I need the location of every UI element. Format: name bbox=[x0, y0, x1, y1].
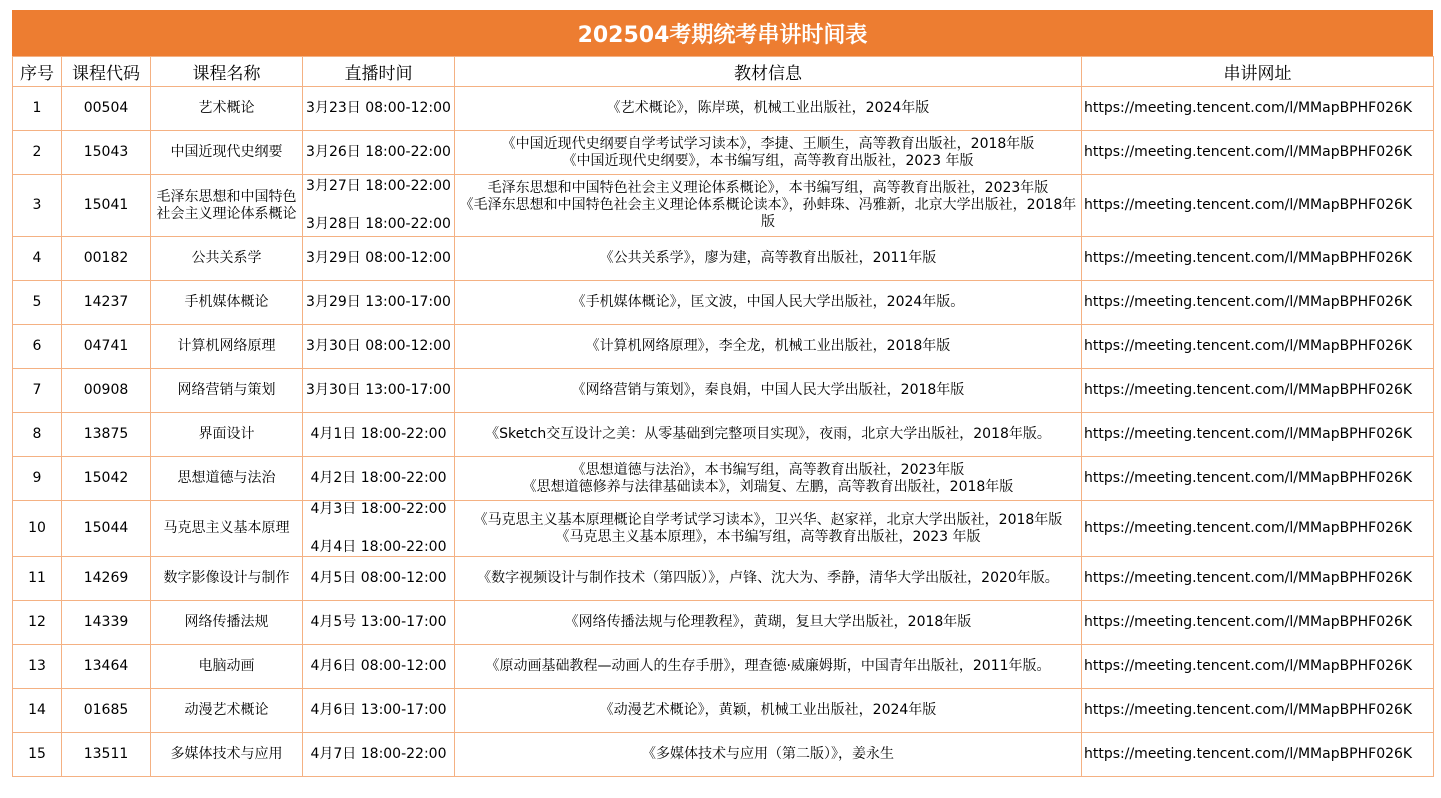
header-url: 串讲网址 bbox=[1082, 57, 1434, 87]
review-url-link[interactable]: https://meeting.tencent.com/l/MMapBPHF026K bbox=[1084, 746, 1413, 762]
live-time-slot: 4月1日 18:00-22:00 bbox=[310, 426, 447, 442]
review-url-cell bbox=[1082, 645, 1434, 689]
textbook-entry: 《数字视频设计与制作技术（第四版）》，卢锋、沈大为、季静，清华大学出版社，2020年版。 bbox=[477, 570, 1059, 586]
table-row bbox=[13, 325, 1434, 369]
review-url-cell bbox=[1082, 601, 1434, 645]
row-number: 13 bbox=[13, 645, 62, 689]
live-time bbox=[303, 369, 455, 413]
textbook-entry: 《中国近现代史纲要自学考试学习读本》，李捷、王顺生，高等教育出版社，2018年版 bbox=[501, 135, 1035, 152]
table-row bbox=[13, 413, 1434, 457]
sheet-title: 202504考期统考串讲时间表 bbox=[12, 10, 1433, 56]
review-url-link[interactable]: https://meeting.tencent.com/l/MMapBPHF026K bbox=[1084, 294, 1413, 310]
course-name: 公共关系学 bbox=[151, 237, 303, 281]
textbook-entry: 《原动画基础教程—动画人的生存手册》，理查德·威廉姆斯，中国青年出版社，2011年版。 bbox=[485, 658, 1051, 674]
course-name: 中国近现代史纲要 bbox=[151, 131, 303, 175]
table-row bbox=[13, 369, 1434, 413]
textbook-entry: 毛泽东思想和中国特色社会主义理论体系概论》，本书编写组，高等教育出版社，2023年版 bbox=[487, 180, 1049, 196]
textbook-info bbox=[455, 87, 1082, 131]
row-number: 14 bbox=[13, 689, 62, 733]
live-time bbox=[303, 281, 455, 325]
textbook-info bbox=[455, 689, 1082, 733]
course-name: 马克思主义基本原理 bbox=[151, 501, 303, 557]
row-number: 3 bbox=[13, 175, 62, 237]
textbook-info bbox=[455, 281, 1082, 325]
live-time bbox=[303, 237, 455, 281]
course-name: 界面设计 bbox=[151, 413, 303, 457]
live-time bbox=[303, 457, 455, 501]
header-code: 课程代码 bbox=[62, 57, 151, 87]
table-row bbox=[13, 501, 1434, 557]
live-time bbox=[303, 87, 455, 131]
review-url-cell bbox=[1082, 557, 1434, 601]
live-time bbox=[303, 733, 455, 777]
review-url-cell bbox=[1082, 325, 1434, 369]
course-code: 15042 bbox=[62, 457, 151, 501]
course-code: 13464 bbox=[62, 645, 151, 689]
table-row bbox=[13, 237, 1434, 281]
row-number: 15 bbox=[13, 733, 62, 777]
review-url-link[interactable]: https://meeting.tencent.com/l/MMapBPHF026K bbox=[1084, 382, 1413, 398]
review-url-cell bbox=[1082, 689, 1434, 733]
live-time bbox=[303, 175, 455, 237]
review-url-cell bbox=[1082, 413, 1434, 457]
course-code: 00182 bbox=[62, 237, 151, 281]
live-time-slot: 3月28日 18:00-22:00 bbox=[306, 216, 451, 232]
review-url-link[interactable]: https://meeting.tencent.com/l/MMapBPHF026K bbox=[1084, 338, 1413, 354]
textbook-info bbox=[455, 733, 1082, 777]
table-row bbox=[13, 131, 1434, 175]
review-url-cell bbox=[1082, 87, 1434, 131]
table-row bbox=[13, 733, 1434, 777]
review-url-cell bbox=[1082, 281, 1434, 325]
review-url-cell bbox=[1082, 175, 1434, 237]
textbook-info bbox=[455, 369, 1082, 413]
live-time bbox=[303, 645, 455, 689]
textbook-entry: 《网络传播法规与伦理教程》，黄瑚，复旦大学出版社，2018年版 bbox=[564, 614, 972, 630]
textbook-info bbox=[455, 131, 1082, 175]
course-name: 多媒体技术与应用 bbox=[151, 733, 303, 777]
textbook-entry: 《公共关系学》，廖为建，高等教育出版社，2011年版 bbox=[599, 250, 937, 266]
header-time: 直播时间 bbox=[303, 57, 455, 87]
row-number: 9 bbox=[13, 457, 62, 501]
course-name: 网络营销与策划 bbox=[151, 369, 303, 413]
textbook-entry: 《马克思主义基本原理》，本书编写组，高等教育出版社，2023 年版 bbox=[555, 528, 981, 545]
textbook-info bbox=[455, 237, 1082, 281]
live-time bbox=[303, 557, 455, 601]
textbook-info bbox=[455, 501, 1082, 557]
course-code: 15044 bbox=[62, 501, 151, 557]
course-name: 计算机网络原理 bbox=[151, 325, 303, 369]
course-name: 电脑动画 bbox=[151, 645, 303, 689]
review-url-cell bbox=[1082, 369, 1434, 413]
course-code: 00908 bbox=[62, 369, 151, 413]
schedule-sheet bbox=[12, 10, 1433, 777]
textbook-info bbox=[455, 175, 1082, 237]
textbook-info bbox=[455, 325, 1082, 369]
textbook-info bbox=[455, 601, 1082, 645]
row-number: 7 bbox=[13, 369, 62, 413]
textbook-entry: 《计算机网络原理》，李全龙，机械工业出版社，2018年版 bbox=[585, 338, 951, 354]
table-row bbox=[13, 601, 1434, 645]
textbook-info bbox=[455, 645, 1082, 689]
review-url-link[interactable]: https://meeting.tencent.com/l/MMapBPHF026K bbox=[1084, 570, 1413, 586]
row-number: 1 bbox=[13, 87, 62, 131]
textbook-entry: 《中国近现代史纲要》，本书编写组，高等教育出版社，2023 年版 bbox=[562, 152, 974, 169]
table-row bbox=[13, 645, 1434, 689]
review-url-link[interactable]: https://meeting.tencent.com/l/MMapBPHF026K bbox=[1084, 702, 1413, 718]
table-row bbox=[13, 281, 1434, 325]
textbook-entry: 《思想道德修养与法律基础读本》，刘瑞复、左鹏，高等教育出版社，2018年版 bbox=[522, 478, 1014, 495]
textbook-entry: 《动漫艺术概论》，黄颖，机械工业出版社，2024年版 bbox=[599, 702, 937, 718]
live-time-slot: 3月23日 08:00-12:00 bbox=[306, 100, 451, 116]
live-time-slot: 4月6日 13:00-17:00 bbox=[310, 702, 447, 718]
textbook-info bbox=[455, 557, 1082, 601]
live-time-slot: 4月5日 08:00-12:00 bbox=[310, 570, 447, 586]
course-code: 15043 bbox=[62, 131, 151, 175]
live-time-slot: 3月29日 08:00-12:00 bbox=[306, 250, 451, 266]
live-time-slot: 4月5号 13:00-17:00 bbox=[310, 614, 447, 630]
course-name: 动漫艺术概论 bbox=[151, 689, 303, 733]
textbook-entry: 《思想道德与法治》，本书编写组，高等教育出版社，2023年版 bbox=[571, 461, 965, 478]
row-number: 5 bbox=[13, 281, 62, 325]
textbook-entry: 《Sketch交互设计之美：从零基础到完整项目实现》，夜雨，北京大学出版社，2018年版。 bbox=[485, 426, 1051, 442]
schedule-table bbox=[12, 56, 1434, 777]
table-body bbox=[13, 87, 1434, 777]
course-name: 网络传播法规 bbox=[151, 601, 303, 645]
course-code: 14339 bbox=[62, 601, 151, 645]
course-name: 数字影像设计与制作 bbox=[151, 557, 303, 601]
course-code: 01685 bbox=[62, 689, 151, 733]
course-name: 毛泽东思想和中国特色社会主义理论体系概论 bbox=[151, 175, 303, 237]
textbook-entry: 《手机媒体概论》，匡文波，中国人民大学出版社，2024年版。 bbox=[571, 294, 965, 310]
textbook-entry: 《毛泽东思想和中国特色社会主义理论体系概论读本》，孙蚌珠、冯雅新，北京大学出版社，2018年版 bbox=[459, 197, 1077, 230]
live-time bbox=[303, 413, 455, 457]
row-number: 4 bbox=[13, 237, 62, 281]
review-url-link[interactable]: https://meeting.tencent.com/l/MMapBPHF026K bbox=[1084, 470, 1413, 486]
review-url-link[interactable]: https://meeting.tencent.com/l/MMapBPHF026K bbox=[1084, 520, 1413, 536]
course-code: 15041 bbox=[62, 175, 151, 237]
course-code: 13511 bbox=[62, 733, 151, 777]
review-url-link[interactable]: https://meeting.tencent.com/l/MMapBPHF026K bbox=[1084, 250, 1413, 266]
live-time bbox=[303, 131, 455, 175]
table-row bbox=[13, 557, 1434, 601]
live-time bbox=[303, 601, 455, 645]
row-number: 11 bbox=[13, 557, 62, 601]
table-row bbox=[13, 689, 1434, 733]
review-url-link[interactable]: https://meeting.tencent.com/l/MMapBPHF026K bbox=[1084, 144, 1413, 160]
textbook-info bbox=[455, 413, 1082, 457]
row-number: 10 bbox=[13, 501, 62, 557]
review-url-cell bbox=[1082, 131, 1434, 175]
header-no: 序号 bbox=[13, 57, 62, 87]
table-row bbox=[13, 457, 1434, 501]
row-number: 12 bbox=[13, 601, 62, 645]
table-row bbox=[13, 175, 1434, 237]
course-name: 艺术概论 bbox=[151, 87, 303, 131]
course-name: 思想道德与法治 bbox=[151, 457, 303, 501]
live-time bbox=[303, 501, 455, 557]
review-url-link[interactable]: https://meeting.tencent.com/l/MMapBPHF026K bbox=[1084, 658, 1413, 674]
header-row bbox=[13, 57, 1434, 87]
live-time bbox=[303, 689, 455, 733]
review-url-cell bbox=[1082, 501, 1434, 557]
live-time-slot: 3月30日 13:00-17:00 bbox=[306, 382, 451, 398]
live-time bbox=[303, 325, 455, 369]
review-url-cell bbox=[1082, 457, 1434, 501]
live-time-slot: 3月26日 18:00-22:00 bbox=[306, 144, 451, 160]
live-time-slot: 4月2日 18:00-22:00 bbox=[310, 470, 447, 486]
course-code: 14269 bbox=[62, 557, 151, 601]
live-time-slot: 4月3日 18:00-22:00 bbox=[310, 501, 447, 517]
review-url-link[interactable]: https://meeting.tencent.com/l/MMapBPHF026K bbox=[1084, 426, 1413, 442]
textbook-entry: 《艺术概论》，陈岸瑛，机械工业出版社，2024年版 bbox=[606, 100, 930, 116]
header-name: 课程名称 bbox=[151, 57, 303, 87]
review-url-link[interactable]: https://meeting.tencent.com/l/MMapBPHF026K bbox=[1084, 100, 1413, 116]
live-time-slot: 3月30日 08:00-12:00 bbox=[306, 338, 451, 354]
textbook-info bbox=[455, 457, 1082, 501]
row-number: 6 bbox=[13, 325, 62, 369]
course-code: 14237 bbox=[62, 281, 151, 325]
row-number: 8 bbox=[13, 413, 62, 457]
review-url-cell bbox=[1082, 733, 1434, 777]
row-number: 2 bbox=[13, 131, 62, 175]
table-row bbox=[13, 87, 1434, 131]
live-time-slot: 4月4日 18:00-22:00 bbox=[310, 539, 447, 555]
course-name: 手机媒体概论 bbox=[151, 281, 303, 325]
textbook-entry: 《网络营销与策划》，秦良娟，中国人民大学出版社，2018年版 bbox=[571, 382, 965, 398]
live-time-slot: 4月7日 18:00-22:00 bbox=[310, 746, 447, 762]
textbook-entry: 《多媒体技术与应用（第二版）》，姜永生 bbox=[642, 746, 894, 762]
course-code: 13875 bbox=[62, 413, 151, 457]
header-books: 教材信息 bbox=[455, 57, 1082, 87]
live-time-slot: 4月6日 08:00-12:00 bbox=[310, 658, 447, 674]
review-url-cell bbox=[1082, 237, 1434, 281]
textbook-entry: 《马克思主义基本原理概论自学考试学习读本》，卫兴华、赵家祥，北京大学出版社，2018年版 bbox=[473, 511, 1063, 528]
live-time-slot: 3月29日 13:00-17:00 bbox=[306, 294, 451, 310]
course-code: 04741 bbox=[62, 325, 151, 369]
review-url-link[interactable]: https://meeting.tencent.com/l/MMapBPHF026K bbox=[1084, 197, 1413, 213]
course-code: 00504 bbox=[62, 87, 151, 131]
review-url-link[interactable]: https://meeting.tencent.com/l/MMapBPHF026K bbox=[1084, 614, 1413, 630]
live-time-slot: 3月27日 18:00-22:00 bbox=[306, 178, 451, 194]
